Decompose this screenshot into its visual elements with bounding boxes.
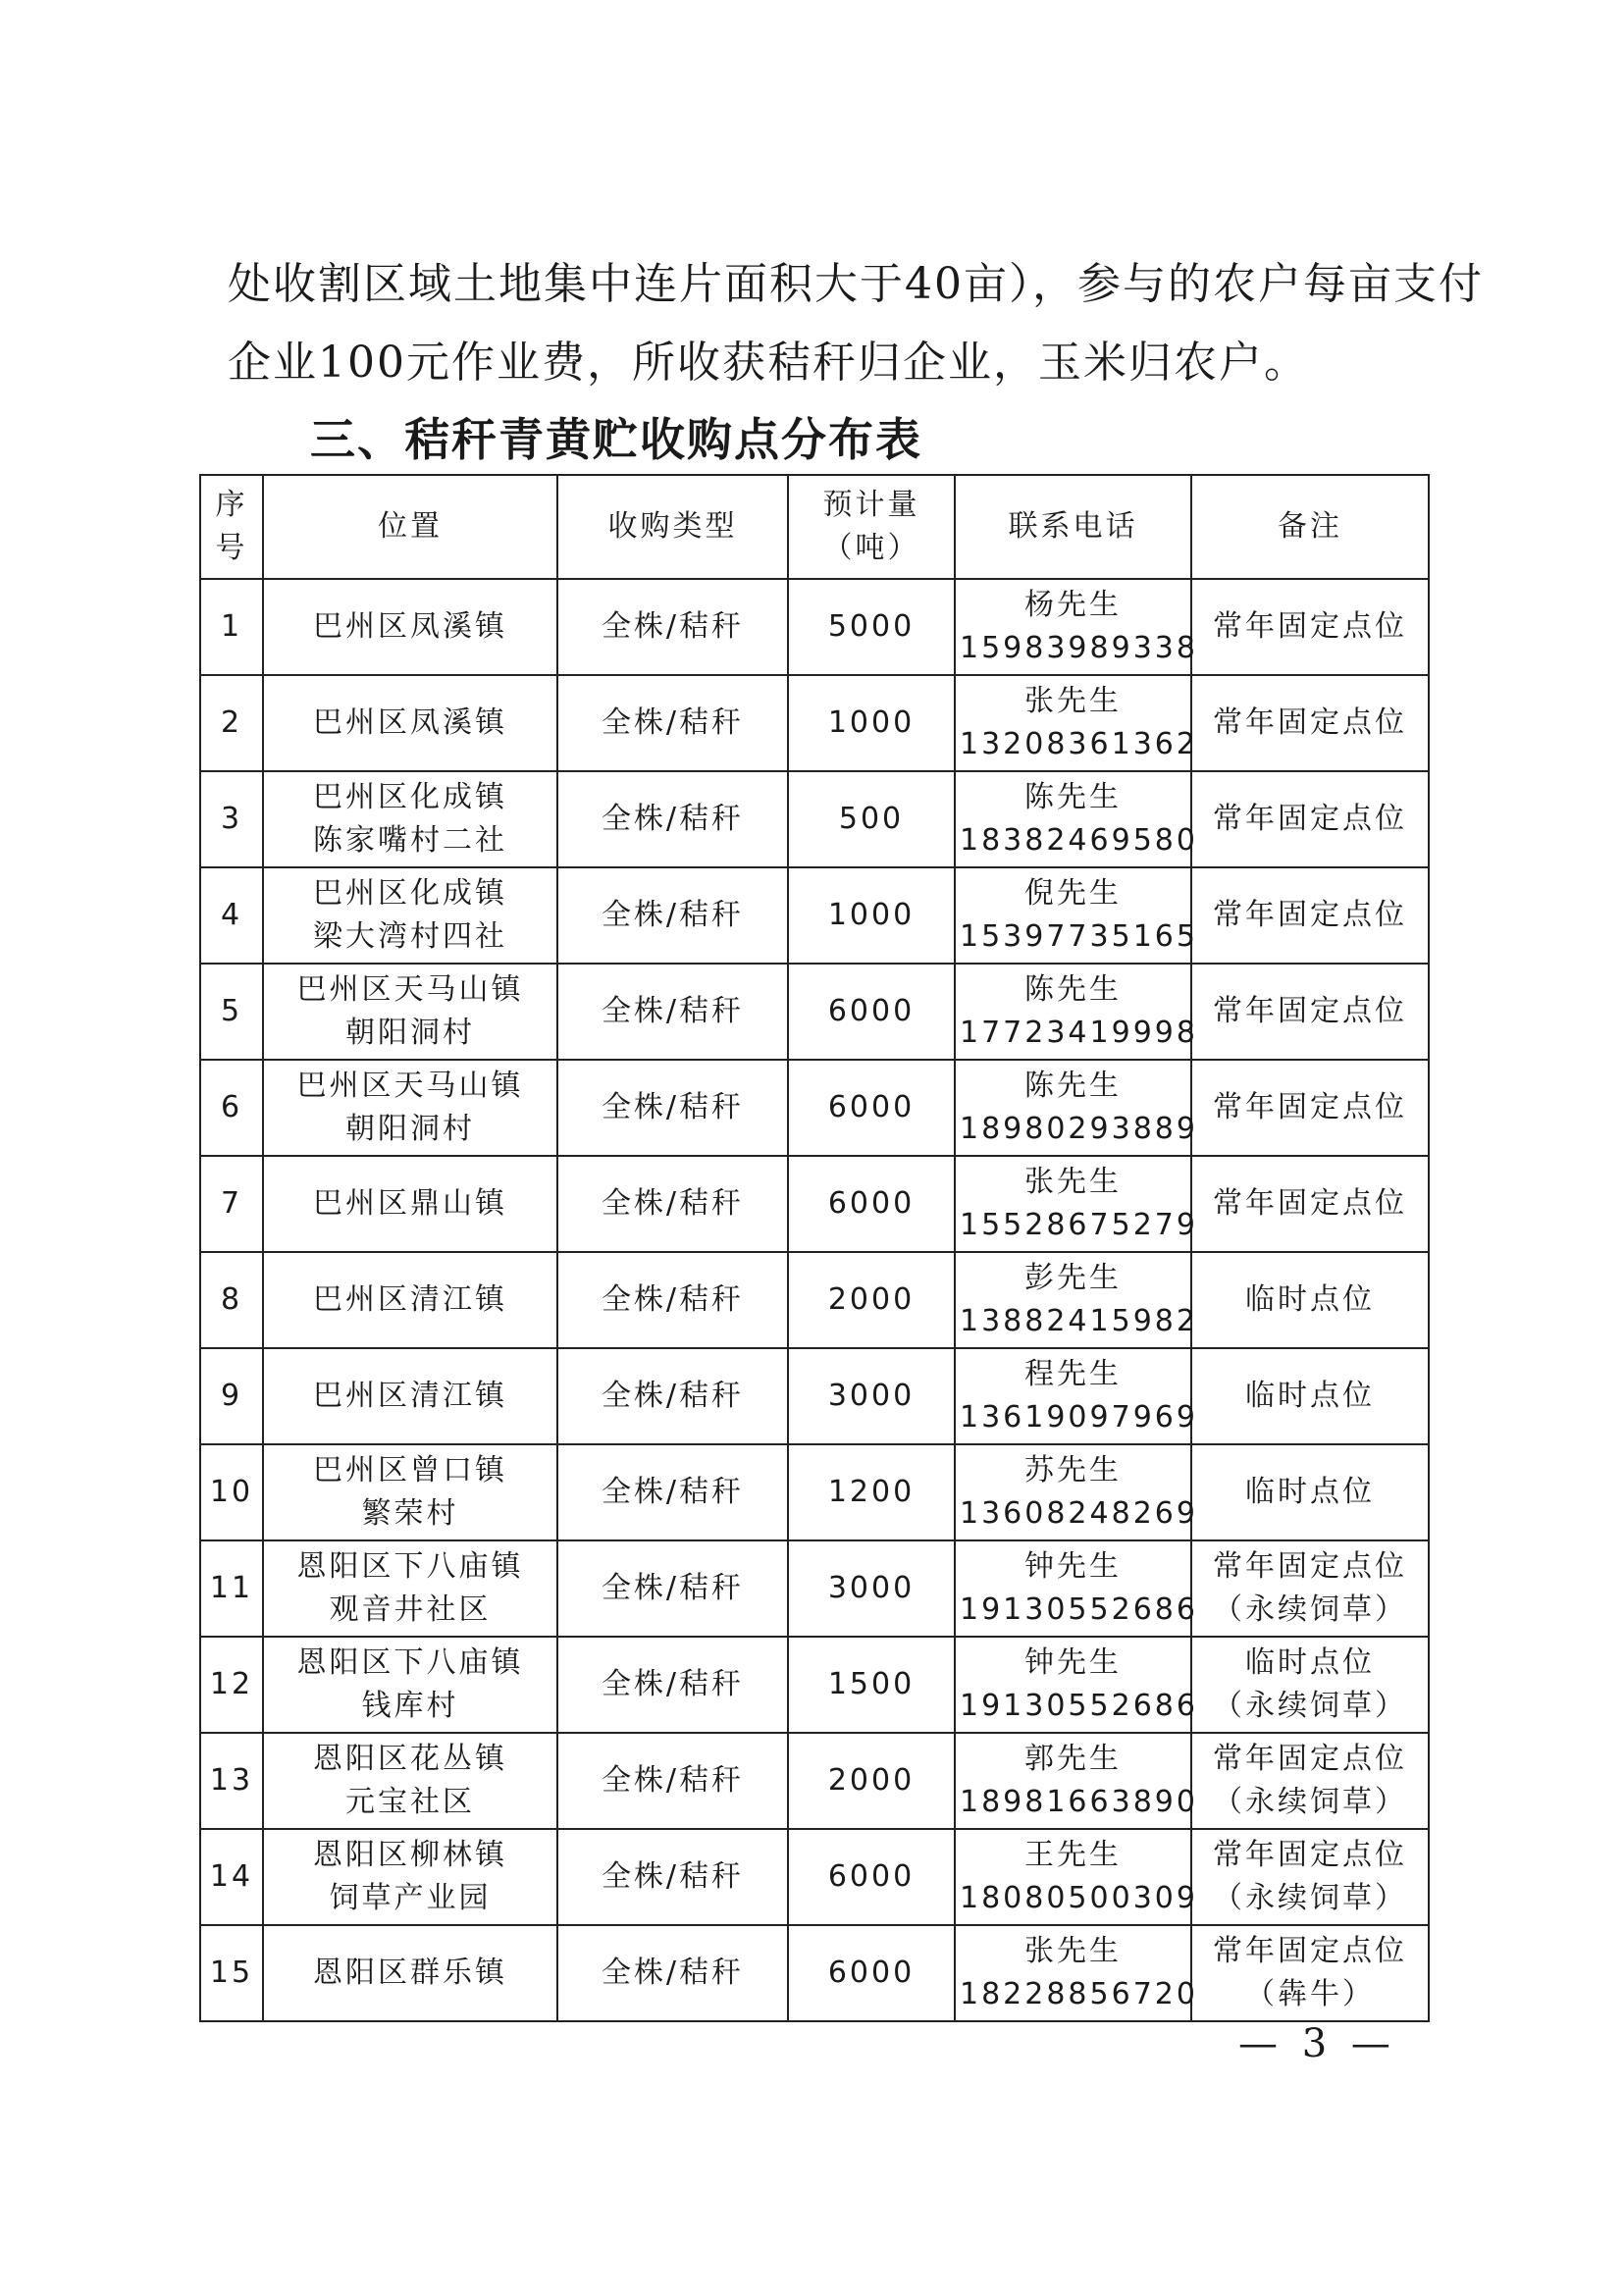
cell-contact xyxy=(955,867,1198,964)
seq-value: 12 xyxy=(209,1667,254,1701)
contact-phone: 15528675279 xyxy=(960,1208,1198,1242)
type-value: 全株/秸秆 xyxy=(601,1379,745,1413)
note-line1: 常年固定点位 xyxy=(1213,705,1407,740)
cell-volume xyxy=(788,964,955,1060)
header-volume-line2: （吨） xyxy=(822,531,920,565)
contact-name: 陈先生 xyxy=(1024,972,1122,1007)
type-value: 全株/秸秆 xyxy=(601,1186,745,1221)
cell-type xyxy=(557,1637,788,1733)
contact-phone: 13619097969 xyxy=(960,1400,1198,1435)
note-line1: 常年固定点位 xyxy=(1213,609,1407,644)
seq-value: 11 xyxy=(209,1571,254,1605)
cell-location xyxy=(263,1060,557,1156)
cell-contact xyxy=(955,1060,1198,1156)
table-row xyxy=(200,579,1429,675)
volume-value: 3000 xyxy=(827,1379,916,1413)
note-line1: 常年固定点位 xyxy=(1213,1742,1407,1776)
cell-type xyxy=(557,964,788,1060)
cell-notes xyxy=(1191,771,1429,867)
cell-type xyxy=(557,675,788,771)
cell-notes xyxy=(1191,1444,1429,1540)
type-value: 全株/秸秆 xyxy=(601,1763,745,1798)
cell-location xyxy=(263,1444,557,1540)
note-line1: 临时点位 xyxy=(1245,1379,1375,1413)
note-line1: 常年固定点位 xyxy=(1213,1090,1407,1124)
cell-seq xyxy=(200,1348,263,1444)
location-line2: 梁大湾村四社 xyxy=(313,919,507,954)
cell-type xyxy=(557,1060,788,1156)
cell-volume xyxy=(788,1733,955,1829)
table-row xyxy=(200,1060,1429,1156)
cell-location xyxy=(263,867,557,964)
contact-phone: 18382469580 xyxy=(960,823,1198,858)
cell-location xyxy=(263,675,557,771)
cell-contact xyxy=(955,1637,1198,1733)
location-line2: 朝阳洞村 xyxy=(345,1016,475,1050)
section-title: 三、秸秆青黄贮收购点分布表 xyxy=(310,413,922,466)
header-location: 位置 xyxy=(263,475,557,579)
cell-seq xyxy=(200,964,263,1060)
location-line1: 巴州区曾口镇 xyxy=(313,1453,507,1487)
volume-value: 1000 xyxy=(827,898,916,932)
seq-value: 13 xyxy=(209,1763,254,1798)
volume-value: 6000 xyxy=(827,1186,916,1221)
contact-name: 钟先生 xyxy=(1024,1549,1122,1584)
contact-name: 陈先生 xyxy=(1024,780,1122,814)
volume-value: 1200 xyxy=(827,1475,916,1509)
cell-volume xyxy=(788,867,955,964)
cell-seq xyxy=(200,771,263,867)
location-line1: 巴州区鼎山镇 xyxy=(313,1186,507,1221)
volume-value: 1000 xyxy=(827,705,916,740)
type-value: 全株/秸秆 xyxy=(601,1859,745,1894)
table-row xyxy=(200,1348,1429,1444)
cell-seq xyxy=(200,675,263,771)
contact-phone: 18080500309 xyxy=(960,1881,1198,1915)
type-value: 全株/秸秆 xyxy=(601,705,745,740)
cell-seq xyxy=(200,1637,263,1733)
contact-name: 王先生 xyxy=(1024,1838,1122,1872)
cell-location xyxy=(263,1637,557,1733)
cell-notes xyxy=(1191,1829,1429,1925)
note-line1: 临时点位 xyxy=(1245,1282,1375,1317)
location-line1: 巴州区清江镇 xyxy=(313,1282,507,1317)
cell-contact xyxy=(955,1348,1198,1444)
cell-contact xyxy=(955,1925,1198,2021)
cell-location xyxy=(263,579,557,675)
cell-location xyxy=(263,1733,557,1829)
cell-location xyxy=(263,771,557,867)
note-line2: （永续饲草） xyxy=(1213,1689,1407,1723)
cell-notes xyxy=(1191,1348,1429,1444)
location-line2: 钱库村 xyxy=(361,1689,459,1723)
volume-value: 2000 xyxy=(827,1763,916,1798)
note-line2: （永续饲草） xyxy=(1213,1881,1407,1915)
location-line1: 恩阳区柳林镇 xyxy=(313,1838,507,1872)
note-line1: 常年固定点位 xyxy=(1213,1838,1407,1872)
location-line2: 朝阳洞村 xyxy=(345,1112,475,1146)
cell-type xyxy=(557,579,788,675)
seq-value: 3 xyxy=(220,802,243,836)
volume-value: 6000 xyxy=(827,1090,916,1124)
contact-phone: 15397735165 xyxy=(960,919,1198,954)
cell-notes xyxy=(1191,1637,1429,1733)
note-line1: 常年固定点位 xyxy=(1213,802,1407,836)
location-line1: 巴州区清江镇 xyxy=(313,1379,507,1413)
cell-volume xyxy=(788,1925,955,2021)
contact-phone: 18981663890 xyxy=(960,1785,1198,1819)
note-line1: 常年固定点位 xyxy=(1213,1186,1407,1221)
cell-seq xyxy=(200,1156,263,1252)
cell-notes xyxy=(1191,1925,1429,2021)
cell-contact xyxy=(955,1733,1198,1829)
cell-location xyxy=(263,1252,557,1348)
location-line1: 巴州区化成镇 xyxy=(313,876,507,911)
paragraph-line-1: 处收割区域土地集中连片面积大于40亩），参与的农户每亩支付 xyxy=(228,259,1484,309)
cell-type xyxy=(557,1348,788,1444)
cell-seq xyxy=(200,1540,263,1637)
cell-contact xyxy=(955,1540,1198,1637)
contact-phone: 17723419998 xyxy=(960,1016,1198,1050)
seq-value: 15 xyxy=(209,1956,254,1990)
note-line1: 常年固定点位 xyxy=(1213,1934,1407,1968)
cell-contact xyxy=(955,771,1198,867)
seq-value: 7 xyxy=(220,1186,243,1221)
collection-points-table xyxy=(199,474,1430,2022)
cell-contact xyxy=(955,964,1198,1060)
header-seq xyxy=(200,475,263,579)
contact-name: 张先生 xyxy=(1024,684,1122,718)
cell-notes xyxy=(1191,1252,1429,1348)
cell-notes xyxy=(1191,675,1429,771)
cell-volume xyxy=(788,1252,955,1348)
header-notes: 备注 xyxy=(1191,475,1429,579)
seq-value: 8 xyxy=(220,1282,243,1317)
contact-phone: 19130552686 xyxy=(960,1689,1198,1723)
cell-type xyxy=(557,1925,788,2021)
cell-volume xyxy=(788,1156,955,1252)
location-line1: 巴州区化成镇 xyxy=(313,780,507,814)
cell-contact xyxy=(955,1444,1198,1540)
contact-name: 倪先生 xyxy=(1024,876,1122,911)
contact-name: 钟先生 xyxy=(1024,1645,1122,1680)
volume-value: 6000 xyxy=(827,994,916,1028)
cell-notes xyxy=(1191,1060,1429,1156)
page-number: — 3 — xyxy=(1238,2021,1396,2066)
note-line2: （永续饲草） xyxy=(1213,1592,1407,1627)
cell-volume xyxy=(788,675,955,771)
seq-value: 9 xyxy=(220,1379,243,1413)
contact-phone: 13208361362 xyxy=(960,727,1198,761)
volume-value: 6000 xyxy=(827,1859,916,1894)
cell-contact xyxy=(955,1156,1198,1252)
cell-contact xyxy=(955,1829,1198,1925)
header-seq-line1: 序 xyxy=(215,488,248,522)
cell-contact xyxy=(955,675,1198,771)
cell-notes xyxy=(1191,1540,1429,1637)
cell-volume xyxy=(788,771,955,867)
cell-volume xyxy=(788,1060,955,1156)
seq-value: 4 xyxy=(220,898,243,932)
table-row xyxy=(200,1252,1429,1348)
location-line2: 元宝社区 xyxy=(345,1785,475,1819)
table-body xyxy=(200,579,1429,2021)
cell-notes xyxy=(1191,1733,1429,1829)
table-row xyxy=(200,675,1429,771)
contact-name: 苏先生 xyxy=(1024,1453,1122,1487)
type-value: 全株/秸秆 xyxy=(601,802,745,836)
cell-seq xyxy=(200,1733,263,1829)
contact-phone: 18980293889 xyxy=(960,1112,1198,1146)
location-line1: 恩阳区群乐镇 xyxy=(313,1956,507,1990)
contact-name: 彭先生 xyxy=(1024,1261,1122,1295)
cell-type xyxy=(557,1252,788,1348)
contact-phone: 13882415982 xyxy=(960,1304,1198,1338)
table-row xyxy=(200,1540,1429,1637)
location-line1: 恩阳区下八庙镇 xyxy=(296,1645,524,1680)
note-line1: 常年固定点位 xyxy=(1213,994,1407,1028)
cell-volume xyxy=(788,1829,955,1925)
note-line1: 常年固定点位 xyxy=(1213,898,1407,932)
seq-value: 6 xyxy=(220,1090,243,1124)
table-row xyxy=(200,771,1429,867)
cell-contact xyxy=(955,1252,1198,1348)
location-line2: 观音井社区 xyxy=(329,1592,492,1627)
cell-seq xyxy=(200,867,263,964)
cell-notes xyxy=(1191,1156,1429,1252)
type-value: 全株/秸秆 xyxy=(601,994,745,1028)
cell-location xyxy=(263,964,557,1060)
type-value: 全株/秸秆 xyxy=(601,898,745,932)
seq-value: 1 xyxy=(220,609,243,644)
contact-name: 张先生 xyxy=(1024,1165,1122,1199)
table-row xyxy=(200,1829,1429,1925)
cell-type xyxy=(557,1444,788,1540)
cell-location xyxy=(263,1348,557,1444)
cell-contact xyxy=(955,579,1198,675)
location-line2: 饲草产业园 xyxy=(329,1881,492,1915)
location-line1: 巴州区凤溪镇 xyxy=(313,705,507,740)
cell-type xyxy=(557,1540,788,1637)
header-seq-line2: 号 xyxy=(215,531,248,565)
seq-value: 10 xyxy=(209,1475,254,1509)
volume-value: 5000 xyxy=(827,609,916,644)
cell-seq xyxy=(200,1444,263,1540)
type-value: 全株/秸秆 xyxy=(601,1571,745,1605)
volume-value: 500 xyxy=(838,802,905,836)
location-line1: 巴州区天马山镇 xyxy=(296,972,524,1007)
type-value: 全株/秸秆 xyxy=(601,609,745,644)
cell-type xyxy=(557,867,788,964)
table-row xyxy=(200,964,1429,1060)
location-line1: 巴州区凤溪镇 xyxy=(313,609,507,644)
cell-type xyxy=(557,1733,788,1829)
table-row xyxy=(200,1925,1429,2021)
seq-value: 14 xyxy=(209,1859,254,1894)
type-value: 全株/秸秆 xyxy=(601,1090,745,1124)
cell-volume xyxy=(788,1348,955,1444)
volume-value: 6000 xyxy=(827,1956,916,1990)
cell-volume xyxy=(788,1637,955,1733)
location-line2: 陈家嘴村二社 xyxy=(313,823,507,858)
volume-value: 3000 xyxy=(827,1571,916,1605)
cell-type xyxy=(557,1829,788,1925)
table-row xyxy=(200,867,1429,964)
note-line2: （犇牛） xyxy=(1245,1977,1375,2011)
contact-phone: 18228856720 xyxy=(960,1977,1198,2011)
type-value: 全株/秸秆 xyxy=(601,1667,745,1701)
paragraph-line-2: 企业100元作业费，所收获秸秆归企业，玉米归农户。 xyxy=(228,338,1309,388)
header-phone: 联系电话 xyxy=(955,475,1191,579)
cell-location xyxy=(263,1540,557,1637)
cell-volume xyxy=(788,1540,955,1637)
table-row xyxy=(200,1637,1429,1733)
note-line2: （永续饲草） xyxy=(1213,1785,1407,1819)
location-line1: 恩阳区下八庙镇 xyxy=(296,1549,524,1584)
cell-volume xyxy=(788,1444,955,1540)
type-value: 全株/秸秆 xyxy=(601,1956,745,1990)
table-header-row xyxy=(200,475,1429,579)
contact-phone: 13608248269 xyxy=(960,1496,1198,1531)
cell-location xyxy=(263,1829,557,1925)
note-line1: 临时点位 xyxy=(1245,1475,1375,1509)
cell-seq xyxy=(200,1060,263,1156)
cell-notes xyxy=(1191,579,1429,675)
type-value: 全株/秸秆 xyxy=(601,1282,745,1317)
contact-name: 郭先生 xyxy=(1024,1742,1122,1776)
table-row xyxy=(200,1444,1429,1540)
note-line1: 常年固定点位 xyxy=(1213,1549,1407,1584)
cell-seq xyxy=(200,1925,263,2021)
contact-phone: 15983989338 xyxy=(960,631,1198,665)
header-volume-line1: 预计量 xyxy=(822,488,920,522)
header-type: 收购类型 xyxy=(557,475,788,579)
cell-location xyxy=(263,1925,557,2021)
seq-value: 2 xyxy=(220,705,243,740)
cell-seq xyxy=(200,1829,263,1925)
header-volume xyxy=(788,475,955,579)
cell-notes xyxy=(1191,867,1429,964)
cell-type xyxy=(557,1156,788,1252)
cell-volume xyxy=(788,579,955,675)
cell-seq xyxy=(200,579,263,675)
volume-value: 2000 xyxy=(827,1282,916,1317)
cell-type xyxy=(557,771,788,867)
contact-name: 张先生 xyxy=(1024,1934,1122,1968)
note-line1: 临时点位 xyxy=(1245,1645,1375,1680)
seq-value: 5 xyxy=(220,994,243,1028)
volume-value: 1500 xyxy=(827,1667,916,1701)
table-row xyxy=(200,1733,1429,1829)
cell-notes xyxy=(1191,964,1429,1060)
type-value: 全株/秸秆 xyxy=(601,1475,745,1509)
contact-phone: 19130552686 xyxy=(960,1592,1198,1627)
contact-name: 程先生 xyxy=(1024,1357,1122,1391)
table-row xyxy=(200,1156,1429,1252)
location-line1: 恩阳区花丛镇 xyxy=(313,1742,507,1776)
contact-name: 陈先生 xyxy=(1024,1069,1122,1103)
location-line1: 巴州区天马山镇 xyxy=(296,1069,524,1103)
cell-seq xyxy=(200,1252,263,1348)
cell-location xyxy=(263,1156,557,1252)
contact-name: 杨先生 xyxy=(1024,588,1122,622)
location-line2: 繁荣村 xyxy=(361,1496,459,1531)
